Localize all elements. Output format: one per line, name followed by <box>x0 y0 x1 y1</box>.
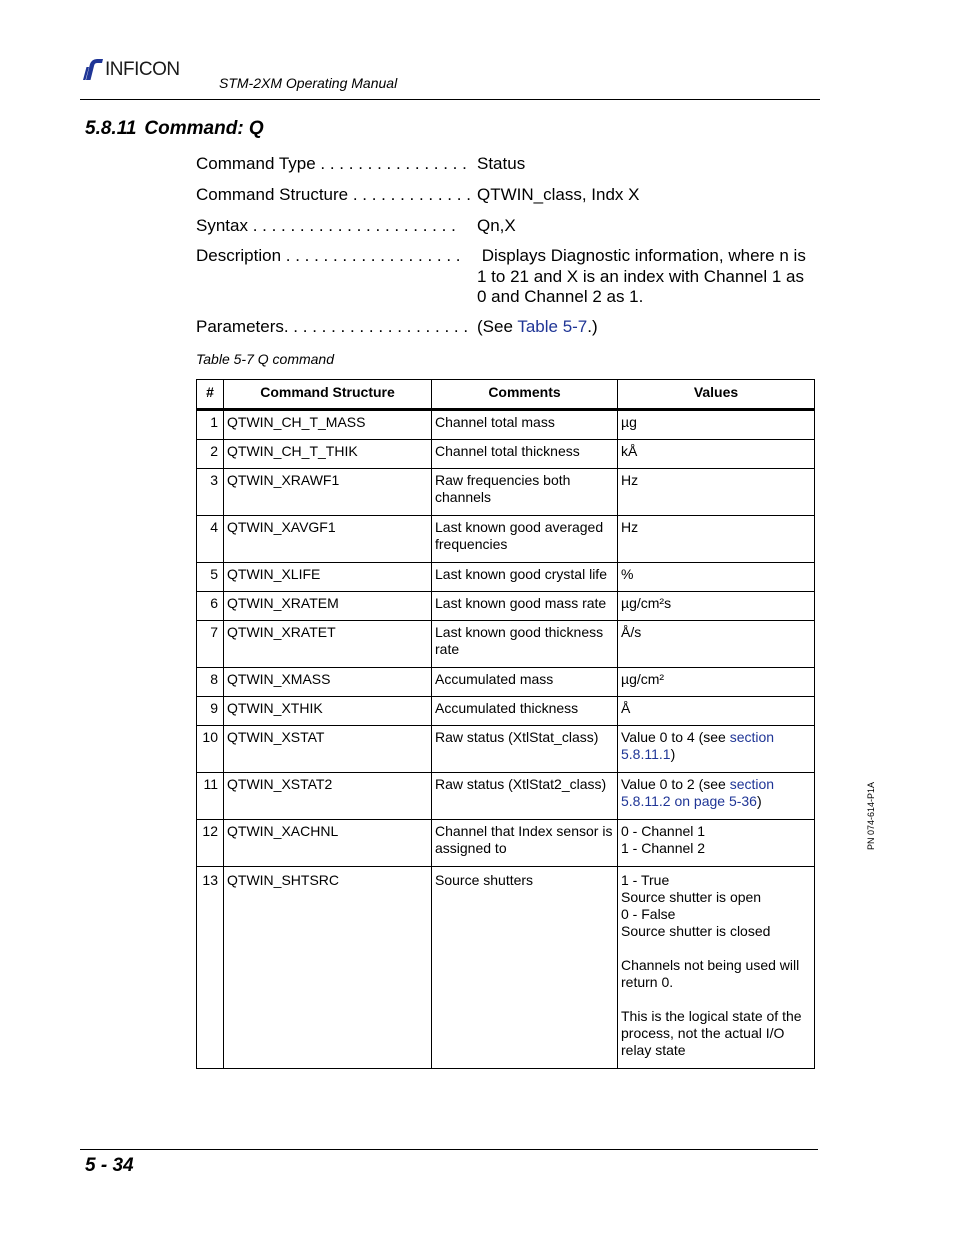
cell-command-structure: QTWIN_XAVGF1 <box>224 516 432 563</box>
cell-value <box>618 697 815 726</box>
value-line: Å/s <box>621 624 642 640</box>
value-line: kÅ <box>621 443 638 459</box>
q-command-table <box>196 379 815 1069</box>
cell-number: 13 <box>197 867 224 1069</box>
section-heading <box>85 118 264 140</box>
cell-comment: Channel total mass <box>432 410 618 440</box>
value-prefix: Value 0 to 2 (see <box>621 776 730 792</box>
value-line: This is the logical state of the process, not the actual I/O relay state <box>621 1008 802 1058</box>
manual-title: STM-2XM Operating Manual <box>219 75 398 91</box>
table-row <box>197 410 815 440</box>
field-value: Displays Diagnostic information, where n is 1 to 21 and X is an index with Channel 1 as 0 and Channel 2 as 1. <box>477 246 811 306</box>
value-line: 0 - False <box>621 906 676 922</box>
table-header-row <box>197 380 815 410</box>
table-row <box>197 773 815 820</box>
value-line: 1 - Channel 2 <box>621 840 706 856</box>
table-row <box>197 820 815 867</box>
cell-number: 8 <box>197 668 224 697</box>
value-line: % <box>621 566 634 582</box>
value-line: Source shutter is open <box>621 889 762 905</box>
cell-command-structure: QTWIN_SHTSRC <box>224 867 432 1069</box>
value-line: µg/cm²s <box>621 595 672 611</box>
header-command-structure: Command Structure <box>224 380 432 410</box>
cell-command-structure: QTWIN_XTHIK <box>224 697 432 726</box>
value-prefix: Value 0 to 4 (see <box>621 729 730 745</box>
cell-comment: Accumulated mass <box>432 668 618 697</box>
cell-comment: Source shutters <box>432 867 618 1069</box>
cell-command-structure: QTWIN_XLIFE <box>224 563 432 592</box>
value-suffix: .) <box>587 317 598 336</box>
value-suffix: ) <box>756 793 762 809</box>
header-values: Values <box>618 380 815 410</box>
cell-comment: Last known good averaged frequencies <box>432 516 618 563</box>
section-title: Command: Q <box>144 118 264 139</box>
table-row <box>197 563 815 592</box>
field-label: Description . . . . . . . . . . . . . . . . . . . <box>196 246 461 265</box>
cell-number: 9 <box>197 697 224 726</box>
value-line: Hz <box>621 472 639 488</box>
table-row <box>197 697 815 726</box>
table-caption: Table 5-7 Q command <box>196 351 334 367</box>
cell-value <box>618 621 815 668</box>
cell-command-structure: QTWIN_XSTAT <box>224 726 432 773</box>
table-link[interactable]: Table 5-7 <box>517 317 588 336</box>
cell-comment: Last known good thickness rate <box>432 621 618 668</box>
field-value: Qn,X <box>477 216 516 235</box>
cell-comment: Raw status (XtlStat_class) <box>432 726 618 773</box>
cell-number: 3 <box>197 469 224 516</box>
table-row <box>197 867 815 1069</box>
section-number: 5.8.11 <box>85 118 137 139</box>
cell-comment: Channel that Index sensor is assigned to <box>432 820 618 867</box>
table-row <box>197 668 815 697</box>
cell-command-structure: QTWIN_XACHNL <box>224 820 432 867</box>
field-value: Status <box>477 154 526 173</box>
table-row <box>197 516 815 563</box>
cell-command-structure: QTWIN_CH_T_THIK <box>224 440 432 469</box>
cell-number: 10 <box>197 726 224 773</box>
value-line: µg <box>621 414 637 430</box>
value-line: Source shutter is closed <box>621 923 771 939</box>
cell-number: 7 <box>197 621 224 668</box>
cell-value <box>618 469 815 516</box>
value-line <box>621 940 811 957</box>
logo-text: INFICON <box>105 59 180 80</box>
cell-comment: Accumulated thickness <box>432 697 618 726</box>
cell-comment: Last known good mass rate <box>432 592 618 621</box>
table-row <box>197 592 815 621</box>
cell-command-structure: QTWIN_XMASS <box>224 668 432 697</box>
cell-comment: Raw status (XtlStat2_class) <box>432 773 618 820</box>
header-number: # <box>197 380 224 410</box>
inficon-logo <box>82 58 180 82</box>
value-line: 0 - Channel 1 <box>621 823 706 839</box>
page-number: 5 - 34 <box>85 1155 134 1176</box>
field-value <box>477 317 817 338</box>
cell-number: 11 <box>197 773 224 820</box>
value-line: Hz <box>621 519 639 535</box>
value-suffix: ) <box>670 746 676 762</box>
cell-command-structure: QTWIN_XRAWF1 <box>224 469 432 516</box>
field-value: QTWIN_class, Indx X <box>477 185 640 204</box>
value-line: µg/cm² <box>621 671 665 687</box>
cell-number: 12 <box>197 820 224 867</box>
cell-value <box>618 516 815 563</box>
table-row <box>197 469 815 516</box>
cell-number: 5 <box>197 563 224 592</box>
field-label: Parameters. . . . . . . . . . . . . . . . . . . . <box>196 317 469 336</box>
value-line <box>621 991 811 1008</box>
cell-command-structure: QTWIN_CH_T_MASS <box>224 410 432 440</box>
header-comments: Comments <box>432 380 618 410</box>
table-row <box>197 621 815 668</box>
cell-value <box>618 773 815 820</box>
cell-command-structure: QTWIN_XRATET <box>224 621 432 668</box>
inficon-logo-mark-icon <box>82 58 104 82</box>
part-number: PN 074-614-P1A <box>866 781 876 850</box>
cell-comment: Channel total thickness <box>432 440 618 469</box>
cell-value <box>618 668 815 697</box>
cell-comment: Last known good crystal life <box>432 563 618 592</box>
cell-value <box>618 440 815 469</box>
cell-number: 2 <box>197 440 224 469</box>
value-line: 1 - True <box>621 872 670 888</box>
cell-value <box>618 820 815 867</box>
footer-divider <box>80 1149 818 1150</box>
cell-value <box>618 867 815 1069</box>
section-link[interactable]: section 5.8.11.1 <box>621 729 775 762</box>
field-label: Command Structure . . . . . . . . . . . . . <box>196 185 471 204</box>
cell-number: 6 <box>197 592 224 621</box>
cell-value <box>618 592 815 621</box>
header-divider <box>80 99 820 100</box>
value-line: Channels not being used will return 0. <box>621 957 800 990</box>
cell-command-structure: QTWIN_XSTAT2 <box>224 773 432 820</box>
value-line: Å <box>621 700 631 716</box>
cell-command-structure: QTWIN_XRATEM <box>224 592 432 621</box>
section-link[interactable]: section 5.8.11.2 on page 5-36 <box>621 776 775 809</box>
cell-number: 4 <box>197 516 224 563</box>
cell-comment: Raw frequencies both channels <box>432 469 618 516</box>
field-label: Syntax . . . . . . . . . . . . . . . . . . . . . . <box>196 216 456 235</box>
field-label: Command Type . . . . . . . . . . . . . . . . <box>196 154 467 173</box>
cell-number: 1 <box>197 410 224 440</box>
cell-value <box>618 410 815 440</box>
value-prefix: (See <box>477 317 518 336</box>
cell-value <box>618 726 815 773</box>
cell-value <box>618 563 815 592</box>
table-row <box>197 440 815 469</box>
table-row <box>197 726 815 773</box>
